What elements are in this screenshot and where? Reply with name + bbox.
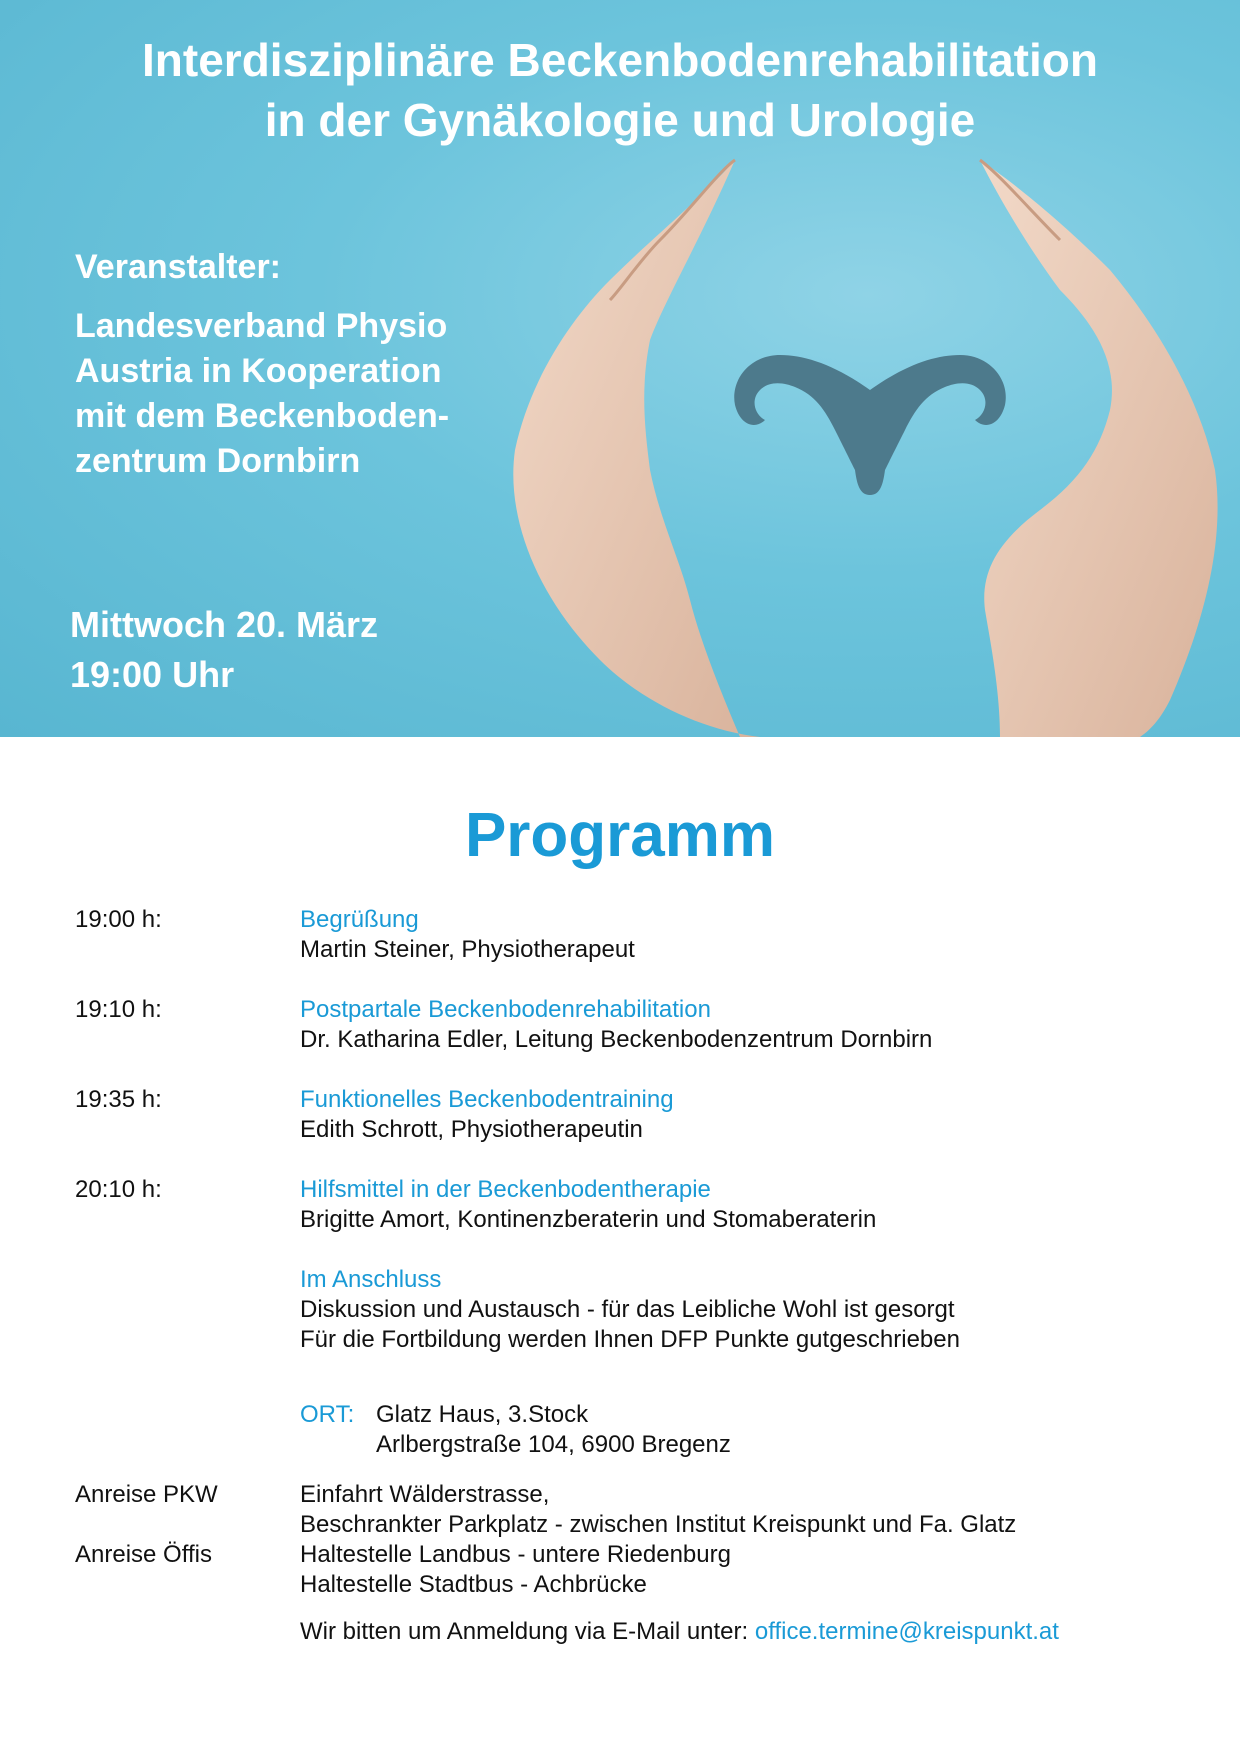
program-topic: Begrüßung — [300, 906, 419, 933]
location-text — [376, 1400, 731, 1460]
program-time: 19:00 h: — [75, 906, 162, 933]
organizer-label: Veranstalter: — [75, 248, 281, 286]
hero-banner — [0, 0, 1240, 737]
program-speaker: Dr. Katharina Edler, Leitung Beckenbodenzentrum Dornbirn — [300, 1026, 933, 1053]
location-line-1: Glatz Haus, 3.Stock — [376, 1401, 589, 1428]
uterus-icon — [725, 335, 1015, 495]
travel-car-line-2: Beschrankter Parkplatz - zwischen Institut Kreispunkt und Fa. Glatz — [300, 1511, 1017, 1538]
program-topic: Postpartale Beckenbodenrehabilitation — [300, 996, 711, 1023]
location-label: ORT: — [300, 1401, 355, 1428]
program-time: 19:10 h: — [75, 996, 162, 1023]
program-title: Programm — [464, 801, 776, 870]
afterwards-line-2: Für die Fortbildung werden Ihnen DFP Punkte gutgeschrieben — [300, 1326, 960, 1353]
afterwards-line-1: Diskussion und Austausch - für das Leibliche Wohl ist gesorgt — [300, 1296, 955, 1323]
registration-email-link[interactable]: office.termine@kreispunkt.at — [754, 1618, 1059, 1645]
registration-text: Wir bitten um Anmeldung via E-Mail unter: — [300, 1618, 755, 1645]
travel-public-line-2: Haltestelle Stadtbus - Achbrücke — [300, 1571, 647, 1598]
title-line-2: in der Gynäkologie und Urologie — [264, 94, 976, 146]
travel-public-label: Anreise Öffis — [75, 1541, 212, 1568]
location-line-2: Arlbergstraße 104, 6900 Bregenz — [376, 1431, 731, 1458]
organizer-text: Landesverband Physio Austria in Kooperation mit dem Beckenboden- zentrum Dornbirn — [75, 307, 450, 480]
travel-car-line-1: Einfahrt Wälderstrasse, — [300, 1481, 550, 1508]
program-time: 20:10 h: — [75, 1176, 162, 1203]
title-line-1: Interdisziplinäre Beckenbodenrehabilitation — [142, 34, 1098, 86]
program-topic: Hilfsmittel in der Beckenbodentherapie — [300, 1176, 711, 1203]
event-date — [70, 600, 378, 700]
program-speaker: Edith Schrott, Physiotherapeutin — [300, 1116, 643, 1143]
travel-car-label: Anreise PKW — [75, 1481, 218, 1508]
program-speaker: Martin Steiner, Physiotherapeut — [300, 936, 635, 963]
program-topic: Funktionelles Beckenbodentraining — [300, 1086, 674, 1113]
program-speaker: Brigitte Amort, Kontinenzberaterin und Stomaberaterin — [300, 1206, 877, 1233]
date-line: Mittwoch 20. März — [70, 604, 379, 645]
afterwards-topic: Im Anschluss — [300, 1266, 442, 1293]
travel-public-line-1: Haltestelle Landbus - untere Riedenburg — [300, 1541, 731, 1568]
event-title — [0, 30, 1240, 150]
program-time: 19:35 h: — [75, 1086, 162, 1113]
time-line: 19:00 Uhr — [70, 654, 235, 695]
